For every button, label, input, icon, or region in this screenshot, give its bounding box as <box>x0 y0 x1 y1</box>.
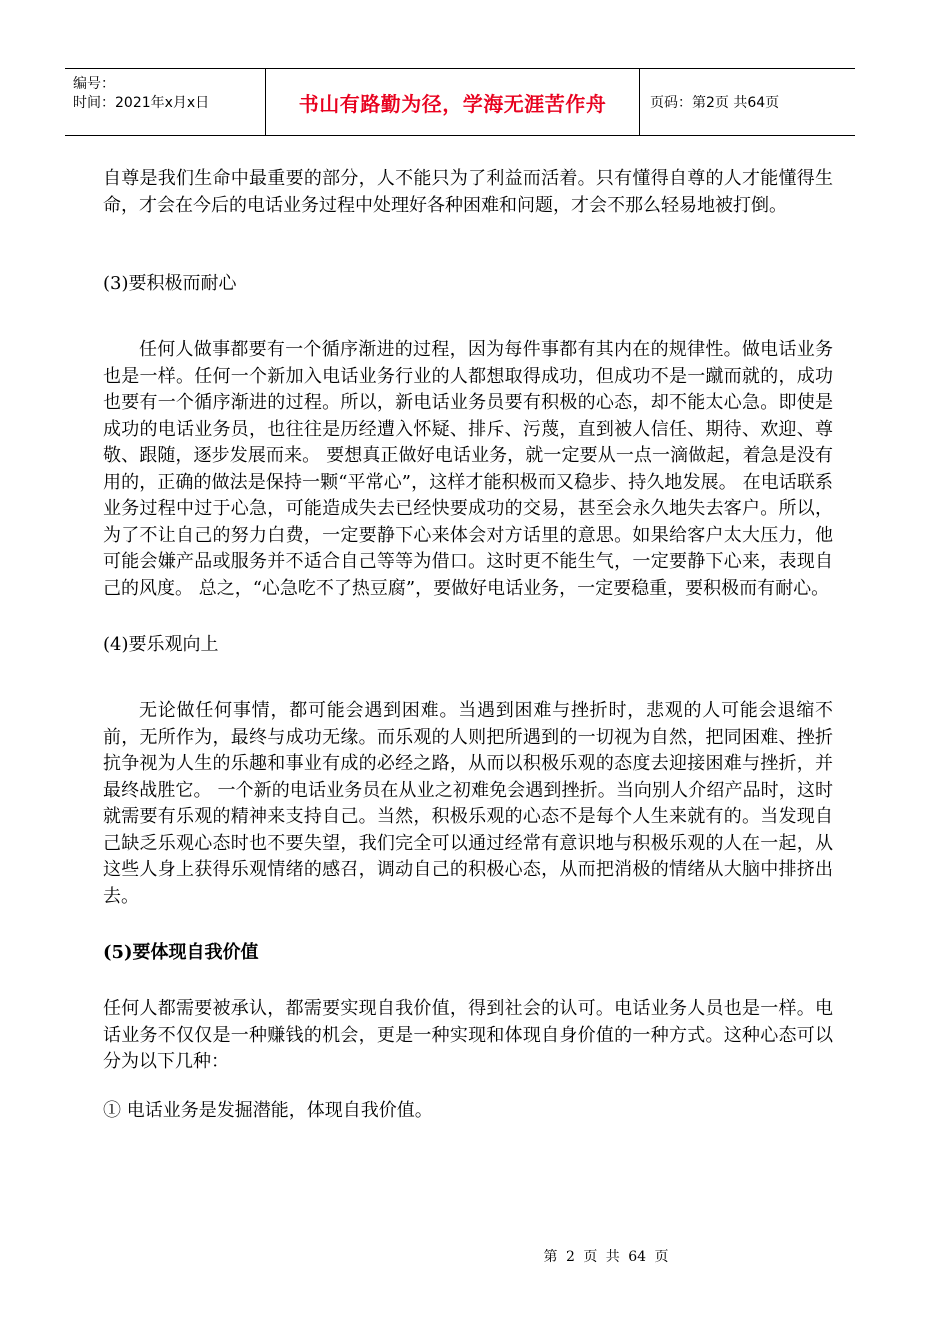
section-heading-3: (3)要积极而耐心 <box>103 273 237 294</box>
section-heading-4: (4)要乐观向上 <box>103 634 219 655</box>
footer-di: 第 <box>543 1249 558 1265</box>
paragraph-self-respect: 自尊是我们生命中最重要的部分，人不能只为了利益而活着。只有懂得自尊的人才能懂得生命，才会在今后的电话业务过程中处理好各种困难和问题，才会不那么轻易地被打倒。 <box>103 168 833 216</box>
document-body <box>103 166 833 1124</box>
header-number-label: 编号： <box>73 76 115 92</box>
footer-page-number: 2 <box>565 1249 575 1265</box>
header-page-info: 页码：第2页 共64页 <box>650 95 780 111</box>
footer-gong: 共 <box>605 1249 620 1265</box>
footer-ye-2: 页 <box>654 1249 669 1265</box>
page-footer <box>0 1246 950 1266</box>
header-meta-cell <box>65 69 266 135</box>
footer-total-pages: 64 <box>628 1249 647 1265</box>
list-item-1: ① 电话业务是发掘潜能，体现自我价值。 <box>103 1099 433 1121</box>
header-time-label: 时间：2021年x月x日 <box>73 95 210 111</box>
section-heading-5: (5)要体现自我价值 <box>103 942 259 963</box>
paragraph-optimism: 无论做任何事情，都可能会遇到困难。当遇到困难与挫折时，悲观的人可能会退缩不前，无所作为，最终与成功无缘。而乐观的人则把所遇到的一切视为自然，把同困难、挫折抗争视为人生的乐趣和事业有成的必经之路，从而以积极乐观的态度去迎接困难与挫折，并最终战胜它。 一个新的电话业务员在从业之初难免会遇到挫折。当向别人介绍产品时，这时就需要有乐观的精神来支持自己。当然，积极乐观的心态不是每个人生来就有的。当发现自己缺乏乐观心态时也不要失望，我们完全可以通过经常有意识地与积极乐观的人在一起，从这些人身上获得乐观情绪的感召，调动自己的积极心态，从而把消极的情绪从大脑中排挤出去。 <box>103 700 833 907</box>
footer-ye: 页 <box>583 1249 598 1265</box>
page-header <box>65 68 855 136</box>
paragraph-patience: 任何人做事都要有一个循序渐进的过程，因为每件事都有其内在的规律性。做电话业务也是一样。任何一个新加入电话业务行业的人都想取得成功，但成功不是一蹴而就的，成功也要有一个循序渐进的过程。所以，新电话业务员要有积极的心态，却不能太心急。即使是成功的电话业务员，也往往是历经遭入怀疑、排斥、污蔑，直到被人信任、期待、欢迎、尊敬、跟随，逐步发展而来。 要想真正做好电话业务，就一定要从一点一滴做起，着急是没有用的，正确的做法是保持一颗“平常心”，这样才能积极而又稳步、持久地发展。 在电话联系业务过程中过于心急，可能造成失去已经快要成功的交易，甚至会永久地失去客户。所以，为了不让自己的努力白费，一定要静下心来体会对方话里的意思。如果给客户太大压力，他可能会嫌产品或服务并不适合自己等等为借口。这时更不能生气，一定要静下心来，表现自己的风度。 总之，“心急吃不了热豆腐”，要做好电话业务，一定要稳重，要积极而有耐心。 <box>103 339 833 599</box>
paragraph-self-value: 任何人都需要被承认，都需要实现自我价值，得到社会的认可。电话业务人员也是一样。电话业务不仅仅是一种赚钱的机会，更是一种实现和体现自身价值的一种方式。这种心态可以分为以下几种： <box>103 998 833 1072</box>
header-motto: 书山有路勤为径，学海无涯苦作舟 <box>266 69 640 135</box>
